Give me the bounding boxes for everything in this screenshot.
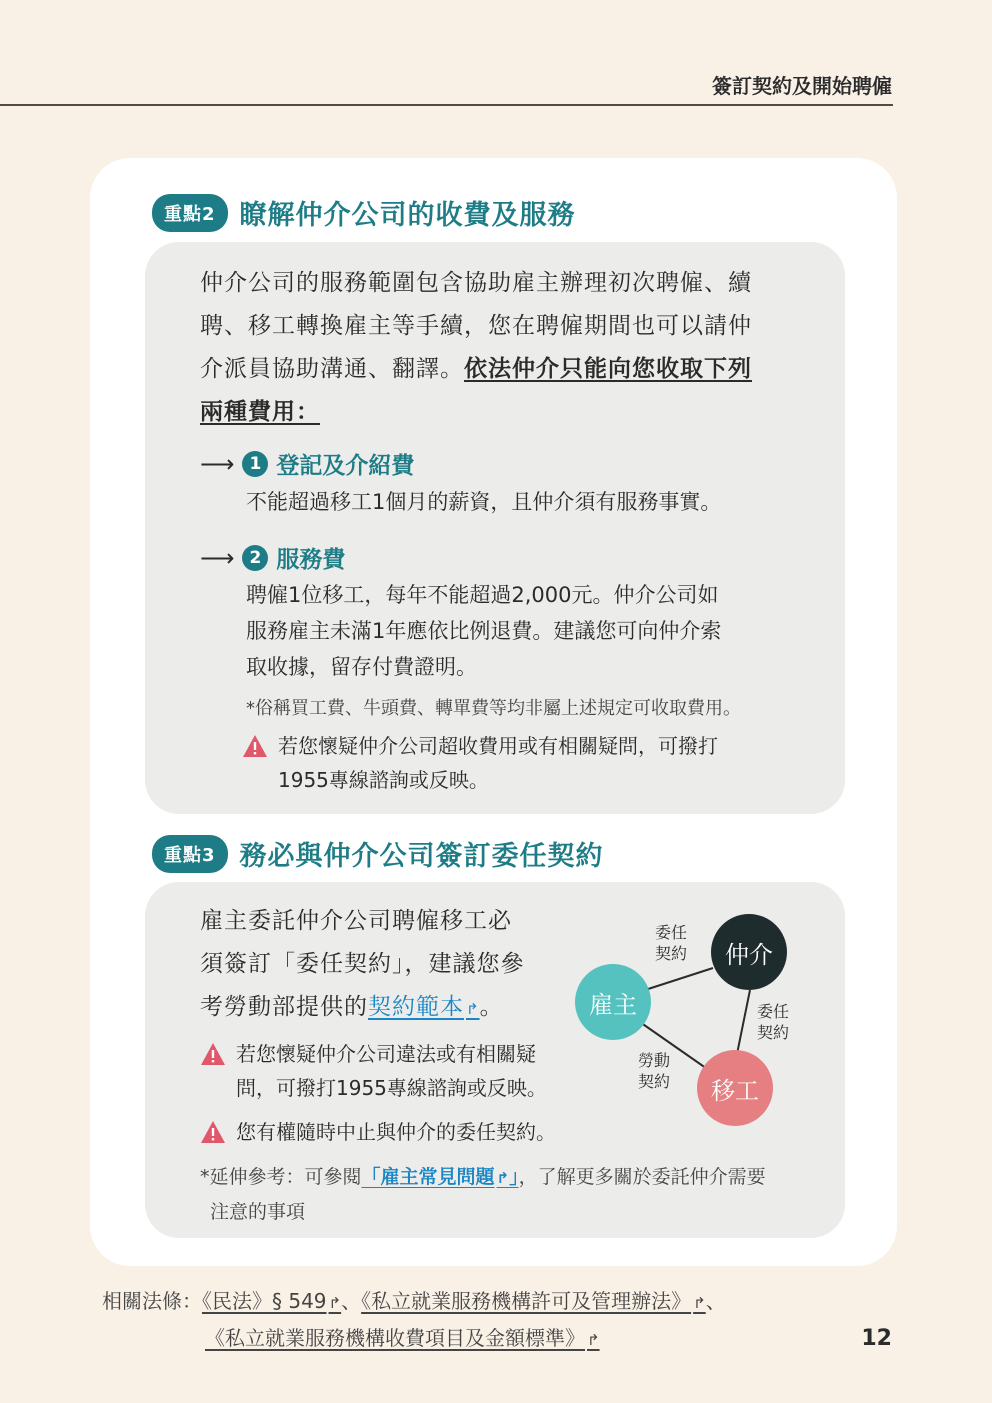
section2-pill: 重點2 — [152, 194, 228, 232]
arrow-right-icon: ⟶ — [200, 449, 233, 478]
illegal-agency-warning — [200, 1037, 547, 1105]
intro-line — [200, 391, 810, 434]
contract-template-link[interactable]: 契約範本 ↱ — [368, 994, 480, 1020]
civil-code-link[interactable]: 《民法》§ 549 ↱ — [202, 1289, 342, 1313]
warning-icon — [242, 734, 268, 758]
intro-line: 聘、移工轉換雇主等手續，您在聘僱期間也可以請仲 — [200, 313, 752, 339]
fee-item-2-line: 服務雇主未滿1年應依比例退費。建議您可向仲介索 — [246, 619, 722, 643]
related-laws-line2 — [205, 1322, 600, 1351]
fee-item-2-line: 聘僱1位移工，每年不能超過2,000元。仲介公司如 — [246, 583, 719, 607]
edge-employer-agency — [645, 968, 713, 990]
intro-line: 雇主委託仲介公司聘僱移工必 — [200, 908, 512, 934]
warning-line: 若您懷疑仲介公司超收費用或有相關疑問，可撥打 — [278, 734, 718, 758]
arrow-right-icon: ⟶ — [200, 543, 233, 572]
terminate-contract-warning — [200, 1115, 556, 1149]
section3-pill: 重點3 — [152, 835, 228, 873]
further-reference: *延伸參考：可參閱「雇主常見問題 ↱」，了解更多關於委託仲介需要 注意的事項 — [200, 1160, 766, 1229]
node-agency: 仲介 — [711, 914, 787, 990]
edge-label-employer-agency: 委任 契約 — [655, 923, 688, 963]
number-badge: 2 — [242, 545, 268, 571]
edge-agency-worker — [737, 990, 750, 1054]
external-link-icon: ↱ — [496, 1169, 510, 1187]
node-worker: 移工 — [697, 1050, 773, 1126]
intro-line: 介派員協助溝通、翻譯。依法仲介只能向您收取下列 — [200, 356, 752, 382]
related-laws: 相關法條：《民法》§ 549 ↱、《私立就業服務機構許可及管理辦法》 ↱、 — [102, 1289, 726, 1313]
fee-item-1-heading — [200, 447, 414, 480]
external-link-icon: ↱ — [587, 1331, 600, 1349]
section3-intro — [200, 900, 560, 1031]
node-employer: 雇主 — [575, 964, 651, 1040]
intro-line: 仲介公司的服務範圍包含協助雇主辦理初次聘僱、續 — [200, 270, 752, 296]
fee-item-2-heading — [200, 541, 345, 574]
external-link-icon: ↱ — [466, 1000, 480, 1018]
number-badge: 1 — [242, 451, 268, 477]
fee-footnote: *俗稱買工費、牛頭費、轉單費等均非屬上述規定可收取費用。 — [246, 698, 741, 719]
related-laws-label: 相關法條： — [102, 1289, 202, 1313]
warning-line: 1955專線諮詢或反映。 — [278, 768, 489, 792]
fee-item-2-body — [246, 577, 721, 685]
contract-relationship-diagram — [565, 908, 805, 1138]
fee-item-1-title: 登記及介紹費 — [276, 453, 415, 479]
warning-icon — [200, 1120, 226, 1144]
section3-title: 務必與仲介公司簽訂委任契約 — [239, 841, 604, 872]
header-divider — [0, 104, 893, 106]
intro-line: 考勞動部提供的契約範本 ↱。 — [200, 994, 504, 1020]
warning-line: 若您懷疑仲介公司違法或有相關疑 — [236, 1042, 536, 1066]
running-header: 簽訂契約及開始聘僱 — [712, 74, 892, 98]
fee-rule-emphasis: 依法仲介只能向您收取下列 — [464, 356, 752, 382]
section3-heading — [152, 834, 604, 873]
fee-item-1-body: 不能超過移工1個月的薪資，且仲介須有服務事實。 — [246, 490, 722, 514]
agency-permit-regulation-link[interactable]: 《私立就業服務機構許可及管理辦法》 ↱ — [361, 1289, 706, 1313]
page-number: 12 — [861, 1326, 892, 1351]
section2-intro — [200, 262, 810, 434]
warning-line: 您有權隨時中止與仲介的委任契約。 — [236, 1120, 556, 1144]
employer-faq-link[interactable]: 「雇主常見問題 ↱」 — [361, 1166, 519, 1188]
edge-label-employer-worker: 勞動 契約 — [638, 1051, 671, 1091]
reference-line-2: 注意的事項 — [210, 1201, 306, 1223]
section2-title: 瞭解仲介公司的收費及服務 — [239, 200, 576, 231]
section2-heading — [152, 193, 576, 232]
fee-item-2-title: 服務費 — [276, 547, 346, 573]
warning-line: 問，可撥打1955專線諮詢或反映。 — [236, 1076, 547, 1100]
external-link-icon: ↱ — [328, 1294, 342, 1312]
fee-item-2-line: 取收據，留存付費證明。 — [246, 655, 477, 679]
intro-line: 須簽訂「委任契約」，建議您參 — [200, 951, 525, 977]
edge-label-agency-worker: 委任 契約 — [757, 1002, 790, 1042]
warning-icon — [200, 1042, 226, 1066]
external-link-icon: ↱ — [693, 1294, 706, 1312]
overcharge-warning — [242, 729, 718, 797]
agency-fee-standard-link[interactable]: 《私立就業服務機構收費項目及金額標準》 ↱ — [205, 1326, 600, 1350]
fee-rule-emphasis-2: 兩種費用： — [200, 399, 320, 425]
